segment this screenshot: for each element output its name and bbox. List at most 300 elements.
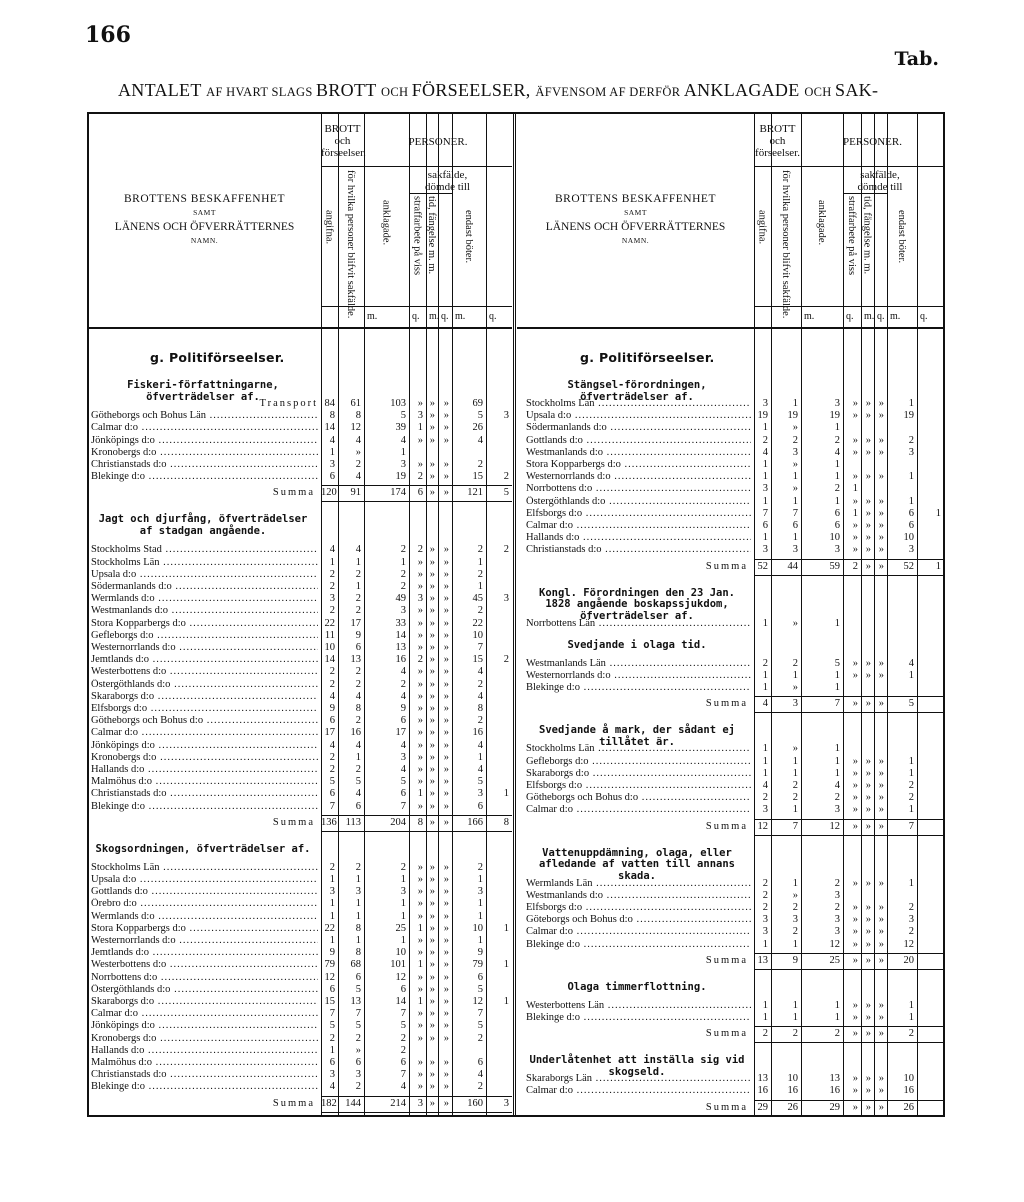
row-cell: 1 (503, 788, 509, 800)
row-cell: 1 (908, 767, 914, 779)
summa-cell: 5 (908, 698, 914, 710)
row-cell: 2 (477, 861, 483, 873)
row-cell: 3 (329, 886, 335, 898)
row-cell: » (417, 703, 423, 714)
row-cell: 3 (762, 926, 768, 938)
row-cell: » (429, 983, 435, 995)
row-cell: 1 (477, 898, 483, 910)
row-cell: » (878, 544, 884, 556)
row-cell: 1 (329, 898, 335, 910)
row-cell: » (792, 743, 798, 755)
table-row (91, 544, 512, 556)
row-cell: 11 (324, 629, 335, 641)
row-cell: » (443, 715, 449, 727)
row-cell: 10 (472, 629, 483, 641)
row-cell: 2 (329, 751, 335, 763)
row-cell: » (865, 532, 871, 544)
row-cell: » (429, 642, 435, 653)
row-cell: 2 (400, 678, 406, 690)
header-bottom-rule (517, 327, 944, 329)
row-cell: 3 (400, 886, 406, 898)
row-label: Westmanlands Län ..... (526, 658, 751, 670)
summa-cell: » (429, 1097, 435, 1109)
row-cell: » (429, 715, 435, 727)
row-cell: » (429, 666, 435, 678)
header-unit: q. (877, 311, 885, 322)
row-label: Blekinge d:o ..... (91, 471, 318, 483)
row-cell: » (417, 690, 423, 702)
row-label: Blekinge d:o ..... (526, 682, 751, 694)
table-row (91, 935, 512, 947)
row-cell: » (865, 670, 871, 681)
row-cell: 3 (329, 459, 335, 470)
row-cell: 4 (477, 1069, 483, 1081)
row-label: Calmar d:o ..... (526, 520, 751, 532)
row-cell: 2 (908, 902, 914, 913)
row-label: Westerbottens Län ..... (526, 1000, 751, 1012)
row-cell: 2 (834, 877, 840, 889)
row-cell: 19 (787, 410, 798, 422)
row-cell: » (443, 471, 449, 483)
row-cell: » (417, 776, 423, 788)
row-cell: 3 (400, 459, 406, 470)
row-label: Norrbottens Län ..... (526, 618, 751, 630)
row-label: Götheborgs och Bohus d:o ..... (91, 715, 318, 727)
row-cell: 1 (762, 938, 768, 950)
row-cell: 1 (834, 755, 840, 767)
row-cell: 4 (355, 690, 361, 702)
row-cell: 2 (834, 483, 840, 495)
row-cell: 2 (417, 544, 423, 556)
table-row (526, 508, 944, 520)
row-cell: » (852, 670, 858, 681)
summa-cell: » (878, 820, 884, 832)
table-row (526, 878, 944, 890)
row-cell: » (443, 629, 449, 641)
row-cell: » (878, 792, 884, 804)
row-cell: 2 (400, 861, 406, 873)
summa-row (526, 698, 944, 710)
row-cell: 3 (400, 605, 406, 617)
row-cell: » (443, 727, 449, 739)
table-row (91, 874, 512, 886)
row-cell: » (443, 544, 449, 556)
header-text-line: BROTT (324, 123, 361, 135)
row-cell: 15 (472, 654, 483, 666)
header-vertical-label: tid, fängelse m. m. (426, 196, 437, 275)
row-cell: 4 (477, 739, 483, 751)
table-row (526, 532, 944, 544)
row-cell: 2 (503, 654, 509, 666)
row-cell: » (852, 804, 858, 816)
row-cell: » (852, 780, 858, 791)
row-cell: » (443, 581, 449, 592)
row-cell: » (865, 804, 871, 816)
row-cell: 10 (395, 947, 406, 959)
row-cell: 2 (355, 1032, 361, 1044)
row-cell: » (792, 617, 798, 629)
row-cell: » (417, 556, 423, 568)
row-label: Stockholms Län ..... (91, 862, 318, 874)
row-cell: 1 (329, 1044, 335, 1056)
summa-cell: 174 (390, 487, 406, 499)
table-row (91, 911, 512, 923)
summa-label: Summa (705, 1028, 748, 1040)
row-cell: » (443, 654, 449, 666)
sum-rule (754, 953, 944, 954)
row-cell: » (429, 935, 435, 946)
row-cell: 14 (324, 422, 335, 434)
row-label: Blekinge d:o ..... (526, 1012, 751, 1024)
sum-rule (321, 831, 512, 832)
row-cell: 6 (834, 520, 840, 531)
row-cell: 9 (329, 947, 335, 959)
row-cell: 10 (829, 532, 840, 544)
table-row (526, 804, 944, 816)
row-cell: » (429, 947, 435, 959)
row-cell: 4 (400, 434, 406, 446)
row-cell: 1 (417, 788, 423, 800)
header-personer: PERSONER. (843, 136, 902, 148)
row-cell: » (443, 568, 449, 580)
row-cell: 3 (329, 1069, 335, 1081)
row-cell: » (417, 861, 423, 873)
row-cell: » (852, 495, 858, 507)
row-cell: 1 (355, 910, 361, 922)
table-row (526, 939, 944, 951)
row-cell: 2 (762, 434, 768, 446)
row-cell: 1 (417, 959, 423, 971)
summa-cell: 9 (792, 954, 798, 966)
row-cell: 7 (477, 642, 483, 653)
row-cell: 6 (329, 788, 335, 800)
row-cell: » (443, 422, 449, 434)
summa-cell: » (852, 954, 858, 966)
row-cell: 6 (329, 471, 335, 483)
header-text-line: dömde till (425, 181, 470, 193)
row-cell: » (878, 926, 884, 938)
row-cell: 2 (355, 1081, 361, 1093)
sum-rule (321, 1112, 512, 1113)
table-row (526, 670, 944, 682)
row-label: Westernorrlands d:o ..... (526, 670, 751, 682)
row-cell: 3 (834, 544, 840, 556)
row-cell: 8 (477, 703, 483, 714)
row-cell: 6 (355, 642, 361, 653)
row-cell: 1 (329, 910, 335, 922)
summa-cell: 26 (903, 1101, 914, 1113)
row-cell: 7 (477, 1008, 483, 1020)
row-cell: 61 (350, 398, 361, 409)
summa-row (526, 1028, 944, 1040)
header-unit: m. (890, 311, 901, 322)
row-cell: » (417, 751, 423, 763)
row-cell: » (429, 764, 435, 775)
row-cell: » (429, 703, 435, 714)
row-cell: » (429, 727, 435, 739)
row-cell: 4 (400, 739, 406, 751)
row-cell: » (852, 398, 858, 409)
row-cell: » (429, 971, 435, 983)
sum-rule (754, 819, 944, 820)
table-row (526, 768, 944, 780)
summa-cell: » (878, 560, 884, 572)
summa-cell: » (865, 820, 871, 832)
table-row (91, 984, 512, 996)
table-row (526, 410, 944, 422)
row-cell: 2 (355, 459, 361, 470)
row-cell: » (865, 507, 871, 519)
row-cell: 2 (329, 605, 335, 617)
row-cell: » (417, 642, 423, 653)
row-cell: 1 (792, 999, 798, 1011)
row-cell: 10 (903, 1073, 914, 1085)
row-cell: » (852, 792, 858, 804)
row-label: Westerbottens d:o ..... (91, 959, 318, 971)
table-row (526, 447, 944, 459)
summa-cell: » (865, 1028, 871, 1040)
table-row (526, 459, 944, 471)
row-label: Christianstads d:o ..... (91, 788, 318, 800)
row-cell: 1 (762, 755, 768, 767)
row-cell: » (429, 678, 435, 690)
row-cell: 5 (329, 1020, 335, 1032)
row-cell: 3 (417, 410, 423, 422)
row-cell: » (417, 1081, 423, 1093)
row-label: Westmanlands d:o ..... (91, 605, 318, 617)
row-label: Calmar d:o ..... (526, 1085, 751, 1097)
row-cell: 9 (355, 629, 361, 641)
sum-rule (754, 712, 944, 713)
row-cell: 1 (762, 532, 768, 544)
row-cell: » (878, 1085, 884, 1097)
row-cell: 1 (477, 910, 483, 922)
row-cell: » (852, 914, 858, 926)
row-cell: 2 (503, 544, 509, 556)
page-number: 166 (85, 22, 131, 48)
table-row (526, 398, 944, 410)
row-cell: » (443, 605, 449, 617)
row-label: Jönköpings d:o ..... (91, 1020, 318, 1032)
row-cell: » (878, 670, 884, 681)
row-cell: 2 (834, 792, 840, 804)
sum-rule (754, 575, 944, 576)
row-label: Gefleborgs d:o ..... (526, 756, 751, 768)
row-cell: » (417, 629, 423, 641)
row-cell: » (443, 617, 449, 629)
row-cell: » (443, 1069, 449, 1081)
table-row (91, 691, 512, 703)
row-cell: » (865, 544, 871, 556)
header-bottom-rule (88, 327, 512, 329)
row-cell: 14 (395, 996, 406, 1007)
row-label: Stora Kopparbergs d:o ..... (91, 923, 318, 935)
header-personer: PERSONER. (408, 136, 468, 148)
table-row (91, 666, 512, 678)
row-cell: » (429, 751, 435, 763)
row-cell: » (878, 780, 884, 791)
row-cell: 4 (477, 434, 483, 446)
row-cell: » (417, 581, 423, 592)
row-cell: » (443, 898, 449, 910)
row-cell: 19 (395, 471, 406, 483)
row-cell: 1 (329, 556, 335, 568)
group-header-rule (321, 166, 512, 167)
summa-cell: » (443, 1097, 449, 1109)
summa-cell: » (852, 1101, 858, 1113)
row-label: Blekinge d:o ..... (526, 939, 751, 951)
row-cell: 3 (477, 788, 483, 800)
sum-rule (754, 1042, 944, 1043)
row-cell: 4 (355, 739, 361, 751)
header-vertical-label: endast böter. (896, 210, 907, 264)
row-cell: 1 (762, 767, 768, 779)
row-label: Gefleborgs d:o ..... (91, 630, 318, 642)
row-cell: 5 (329, 776, 335, 788)
row-cell: » (878, 767, 884, 779)
summa-cell: 5 (503, 487, 509, 499)
row-cell: 1 (329, 874, 335, 885)
row-cell: » (878, 495, 884, 507)
row-cell: » (443, 1008, 449, 1020)
row-cell: 3 (355, 886, 361, 898)
row-cell: 17 (395, 727, 406, 739)
row-label: Södermanlands d:o ..... (526, 422, 751, 434)
header-vertical-label: straffarbete på viss (411, 196, 423, 276)
row-label: Calmar d:o ..... (91, 1008, 318, 1020)
row-cell: 33 (395, 617, 406, 629)
row-cell: » (865, 877, 871, 889)
row-cell: » (417, 1032, 423, 1044)
row-label: Göteborgs och Bohus d:o ..... (526, 914, 751, 926)
row-cell: 2 (477, 544, 483, 556)
sum-rule (754, 696, 944, 697)
row-label: Blekinge d:o ..... (91, 1081, 318, 1093)
table-row (91, 410, 512, 422)
summa-row (526, 1102, 944, 1114)
row-label: Norrbottens d:o ..... (91, 972, 318, 984)
row-cell: 1 (834, 471, 840, 483)
row-cell: » (417, 886, 423, 898)
row-cell: 1 (503, 922, 509, 934)
row-cell: 2 (355, 593, 361, 605)
row-label: Skaraborgs d:o ..... (91, 691, 318, 703)
row-cell: » (878, 446, 884, 458)
row-cell: 2 (400, 1032, 406, 1044)
row-cell: 4 (355, 544, 361, 556)
row-cell: 16 (472, 727, 483, 739)
row-cell: 12 (829, 938, 840, 950)
row-cell: 4 (834, 780, 840, 791)
summa-cell: 160 (467, 1097, 483, 1109)
row-cell: » (852, 657, 858, 669)
sum-rule (754, 835, 944, 836)
row-cell: » (852, 938, 858, 950)
row-cell: » (417, 605, 423, 617)
row-cell: » (429, 1081, 435, 1093)
row-cell: 4 (329, 690, 335, 702)
row-cell: 101 (390, 959, 406, 971)
row-cell: » (878, 410, 884, 422)
row-cell: » (852, 410, 858, 422)
summa-label: Summa (272, 1097, 315, 1109)
row-cell: 17 (324, 727, 335, 739)
row-label: Westmanlands d:o ..... (526, 890, 751, 902)
row-cell: » (443, 642, 449, 653)
row-cell: 10 (324, 642, 335, 653)
row-cell: 3 (834, 889, 840, 901)
row-cell: 15 (324, 996, 335, 1007)
table-row (91, 727, 512, 739)
row-label: Stockholms Län ..... (526, 398, 751, 410)
row-cell: 1 (355, 556, 361, 568)
row-cell: 4 (329, 544, 335, 556)
summa-label: Summa (272, 816, 315, 828)
row-cell: 6 (355, 971, 361, 983)
row-cell: 25 (395, 922, 406, 934)
row-cell: 49 (395, 593, 406, 605)
row-label: Östergöthlands d:o ..... (526, 496, 751, 508)
row-cell: 2 (400, 581, 406, 592)
heading-part: SAK- (835, 80, 879, 100)
heading-part: AF HVART SLAGS (206, 85, 317, 99)
row-cell: 5 (400, 1020, 406, 1032)
row-cell: 1 (417, 922, 423, 934)
row-label: Örebro d:o ..... (91, 898, 318, 910)
row-cell: » (878, 507, 884, 519)
row-cell: 5 (355, 1020, 361, 1032)
table-row (91, 679, 512, 691)
table-row (91, 630, 512, 642)
row-cell: » (417, 666, 423, 678)
row-cell: 79 (324, 959, 335, 971)
table-row (91, 898, 512, 910)
row-cell: 1 (792, 471, 798, 483)
row-cell: » (417, 947, 423, 959)
row-cell: 1 (762, 471, 768, 483)
row-cell: » (865, 1073, 871, 1085)
row-cell: » (443, 703, 449, 714)
table-row (91, 1008, 512, 1020)
row-cell: 3 (417, 593, 423, 605)
row-label: Östergöthlands d:o ..... (91, 679, 318, 691)
row-cell: 4 (400, 764, 406, 775)
center-divider (513, 112, 516, 1117)
row-cell: 2 (792, 434, 798, 446)
header-text-line: BROTTENS BESKAFFENHET (124, 193, 285, 205)
row-cell: 2 (834, 902, 840, 913)
summa-cell: 6 (417, 487, 423, 499)
row-cell: » (443, 1020, 449, 1032)
row-cell: 1 (908, 471, 914, 483)
row-cell: » (417, 764, 423, 775)
row-cell: » (417, 800, 423, 812)
table-row (526, 926, 944, 938)
row-cell: 7 (400, 800, 406, 812)
row-label: Transport (259, 398, 318, 409)
row-cell: 3 (762, 544, 768, 556)
row-cell: » (429, 410, 435, 422)
row-cell: 10 (472, 922, 483, 934)
row-cell: 1 (503, 959, 509, 971)
row-cell: 1 (417, 422, 423, 434)
row-cell: 2 (762, 877, 768, 889)
group-title: Fiskeri-författningarne, öfverträdelser af. (127, 379, 279, 403)
row-cell: 1 (762, 617, 768, 629)
row-cell: 4 (477, 690, 483, 702)
row-cell: » (443, 593, 449, 605)
table-row (526, 1073, 944, 1085)
